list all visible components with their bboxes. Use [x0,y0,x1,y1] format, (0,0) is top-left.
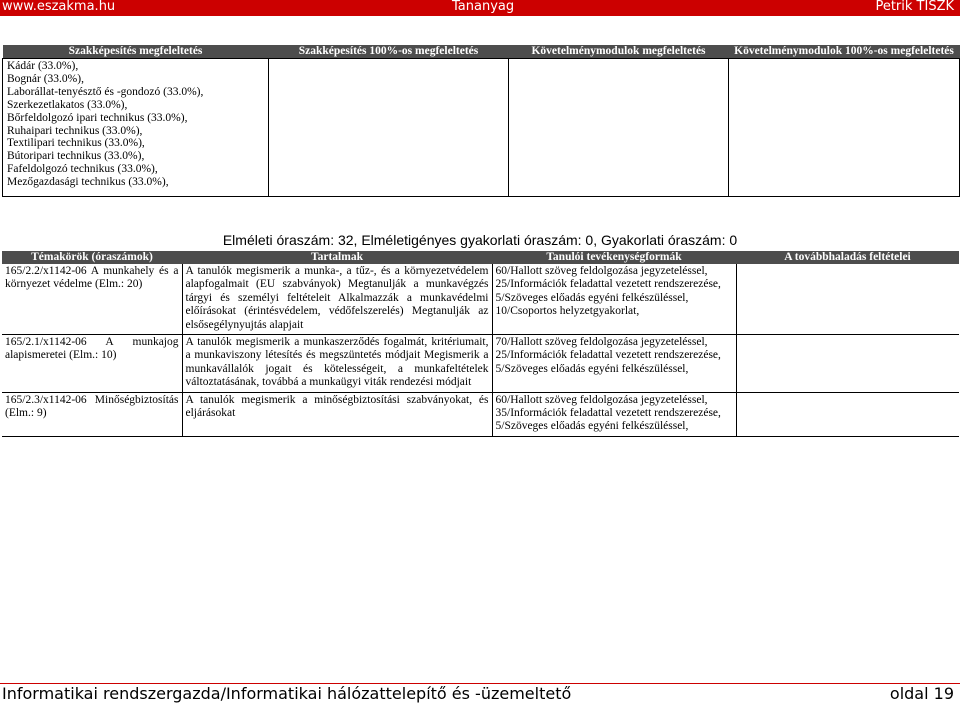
activities-cell [492,264,736,335]
topic-cell: 165/2.2/x1142-06 A munkahely és a környezet védelme (Elm.: 20) [2,264,182,335]
activity-item: 25/Információk feladattal vezetett rendszerezése, [495,349,721,362]
topics-col-header: Tartalmak [182,251,492,264]
qual-item: Kádár (33.0%), [7,60,79,72]
activities-cell [492,335,736,393]
table-row [2,264,959,335]
module-matching-cell [509,59,729,197]
qual-item: Bognár (33.0%), [7,72,84,85]
qual-col-header: Követelménymodulok megfeleltetés [509,45,729,59]
activities-cell [492,392,736,436]
qual-item: Bútoripari technikus (33.0%), [7,150,145,163]
topic-cell: 165/2.3/x1142-06 Minőségbiztosítás (Elm.: 9) [2,392,182,436]
activity-item: 5/Szöveges előadás egyéni felkészüléssel, [495,420,689,433]
topics-col-header: A továbbhaladás feltételei [736,251,959,264]
table-row [2,392,959,436]
topic-cell: 165/2.1/x1142-06 A munkajog alapismeretei (Elm.: 10) [2,335,182,393]
activity-item: 60/Hallott szöveg feldolgozása jegyzeteléssel, [495,265,708,277]
topics-col-header: Témakörök (óraszámok) [2,251,182,264]
qual-item: Ruhaipari technikus (33.0%), [7,124,143,137]
page-footer-bar [0,683,960,703]
activity-item: 70/Hallott szöveg feldolgozása jegyzeteléssel, [495,336,708,349]
qual-matching-cell [3,59,269,197]
qual-col-header: Szakképesítés 100%-os megfeleltetés [269,45,509,59]
activity-item: 60/Hallott szöveg feldolgozása jegyzeteléssel, [495,393,708,406]
hours-summary: Elméleti óraszám: 32, Elméletigényes gyakorlati óraszám: 0, Gyakorlati óraszám: 0 [222,232,738,248]
qual-item: Textilipari technikus (33.0%), [7,137,145,150]
progress-cell [736,335,959,393]
page-header-bar [0,0,960,16]
site-name[interactable]: www.eszakma.hu [2,0,116,14]
qual-col-header: Követelménymodulok 100%-os megfeleltetés [729,45,960,59]
activity-item: 5/Szöveges előadás egyéni felkészüléssel, [495,362,689,375]
qual-100-cell [269,59,509,197]
activity-item: 10/Csoportos helyzetgyakorlat, [495,305,640,318]
activity-item: 35/Információk feladattal vezetett rendszerezése, [495,407,721,420]
progress-cell [736,264,959,335]
qual-item: Szerkezetlakatos (33.0%), [7,98,128,111]
progress-cell [736,392,959,436]
table-row [2,335,959,393]
qual-item: Mezőgazdasági technikus (33.0%), [7,176,169,189]
topics-col-header: Tanulói tevékenységformák [492,251,736,264]
qual-col-header: Szakképesítés megfeleltetés [3,45,269,59]
module-100-cell [729,59,960,197]
footer-title: Informatikai rendszergazda/Informatikai hálózattelepítő és -üzemeltető [2,684,572,703]
section-title: Tananyag [452,0,515,14]
page-number: oldal 19 [889,684,954,703]
content-cell: A tanulók megismerik a munkaszerződés fogalmát, kritériumait, a munkaviszony létesítés és megszüntetés módjait Megismerik a munkavállalók jogait és kötelességeit, a munkafeltételek változtatásának, továbbá a munkaügyi viták rendezési módjait [182,335,492,393]
activity-item: 5/Szöveges előadás egyéni felkészüléssel, [495,291,689,304]
author-name: Petrik TISZK [875,0,954,14]
topics-table [2,251,959,437]
qual-item: Fafeldolgozó technikus (33.0%), [7,163,158,176]
qualification-table [2,45,960,197]
activity-item: 25/Információk feladattal vezetett rendszerezése, [495,278,721,291]
content-cell: A tanulók megismerik a munka-, a tűz-, és a környezetvédelem alapfogalmait (EU szabványok) Megtanulják a munkavégzés tárgyi és személyi feltételeit Alkalmazzák a munkavédelmi előírásokat (érintésvédelem, védőfelszerelés) Megtanulják az elsősegélynyujtás alapjait [182,264,492,335]
content-cell: A tanulók megismerik a minőségbiztosítási szabványokat, és eljárásokat [182,392,492,436]
qual-item: Laborállat-tenyésztő és -gondozó (33.0%), [7,85,204,98]
qual-item: Bőrfeldolgozó ipari technikus (33.0%), [7,111,188,124]
